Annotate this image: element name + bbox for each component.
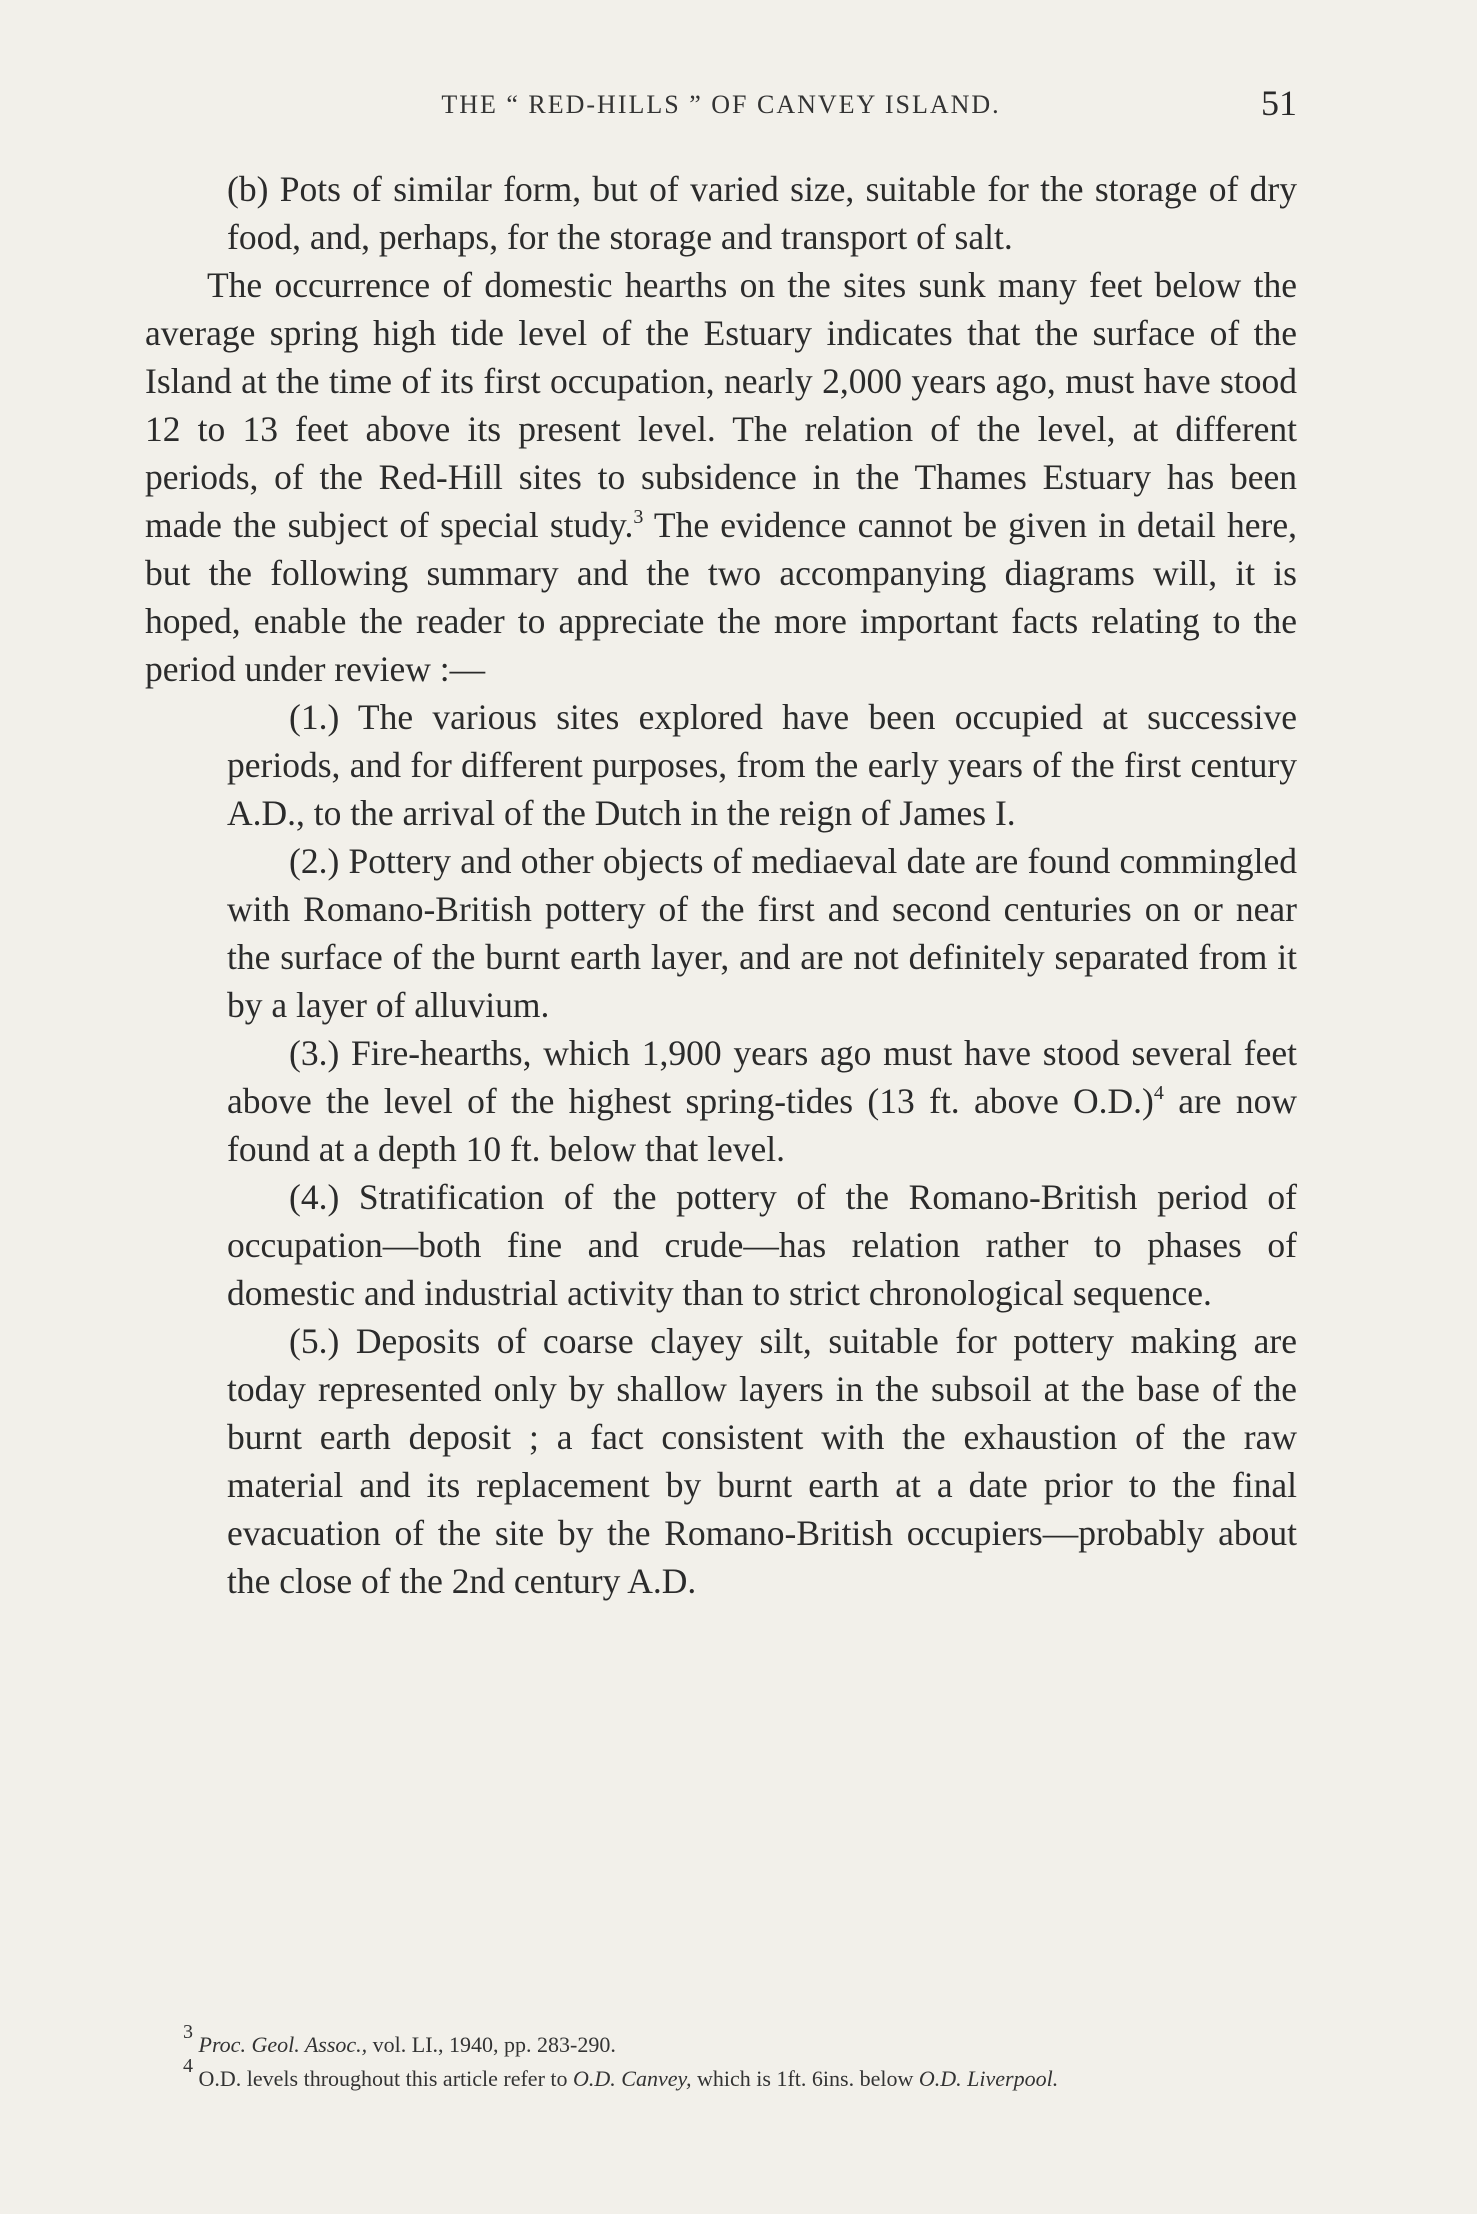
footnote-4-italic-2: O.D. Liverpool. [918,2066,1059,2091]
paragraph-b: (b) Pots of similar form, but of varied size, suitable for the storage of dry food, and, perhaps, for the storage and transport of salt. [227,169,1297,257]
paragraph-main-text-1: The occurrence of domestic hearths on the sites sunk many feet below the average spring high tide level of the Estuary indicates that the surface of the Island at the time of its first occupation, nearly 2,000 years ago, must have stood 12 to 13 feet above its present level. The relation of the level, at different periods, of the Red-Hill sites to subsidence in the Thames Estuary has been made the subject of special study. [145,265,1297,545]
footnote-3-number: 3 [183,2021,193,2043]
body-text [145,165,1297,1605]
footnote-4-number: 4 [183,2055,193,2077]
footnote-4 [145,2055,1297,2096]
paragraph-main-text-2: The evidence cannot be given in detail here, but the following summary and the two accompanying diagrams will, it is hoped, enable the reader to appreciate the more important facts relating to the period under review :— [145,505,1297,689]
list-item-3-text-2: are now found at a depth 10 ft. below that level. [227,1081,1297,1169]
list-item-3-text-1: (3.) Fire-hearths, which 1,900 years ago must have stood several feet above the level of the highest spring-tides (13 ft. above O.D.) [227,1033,1297,1121]
page-number: 51 [1261,83,1297,123]
list-item-4: (4.) Stratification of the pottery of the Romano-British period of occupation—both fine and crude—has relation rather to phases of domestic and industrial activity than to strict chronological sequence. [227,1177,1297,1313]
footnote-4-text-1: O.D. levels throughout this article refer to [193,2066,574,2091]
list-item-2: (2.) Pottery and other objects of mediaeval date are found commingled with Romano-British pottery of the first and second centuries on or near the surface of the burnt earth layer, and are not definitely separated from it by a layer of alluvium. [227,841,1297,1025]
footnote-3 [145,2021,1297,2062]
list-item-1: (1.) The various sites explored have been occupied at successive periods, and for different purposes, from the early years of the first century A.D., to the arrival of the Dutch in the reign of James I. [227,697,1297,833]
footnote-3-source: Proc. Geol. Assoc., [198,2032,368,2057]
paragraph-main [145,261,1297,693]
footnote-4-text-2: which is 1ft. 6ins. below [691,2066,919,2091]
running-title: THE “ RED-HILLS ” OF CANVEY ISLAND. [441,90,1001,119]
footnote-4-italic-1: O.D. Canvey, [573,2066,692,2091]
list-item-5: (5.) Deposits of coarse clayey silt, suitable for pottery making are today represented only by shallow layers in the subsoil at the base of the burnt earth deposit ; a fact consistent with the exhaustion of the raw material and its replacement by burnt earth at a date prior to the final evacuation of the site by the Romano-British occupiers—probably about the close of the 2nd century A.D. [227,1321,1297,1601]
page-header [145,83,1297,128]
footnote-ref-3: 3 [633,506,644,528]
footnote-3-text: vol. LI., 1940, pp. 283-290. [367,2032,616,2057]
footnote-ref-4: 4 [1153,1082,1164,1104]
footnotes [145,2021,1297,2096]
list-item-3 [145,1029,1297,1173]
